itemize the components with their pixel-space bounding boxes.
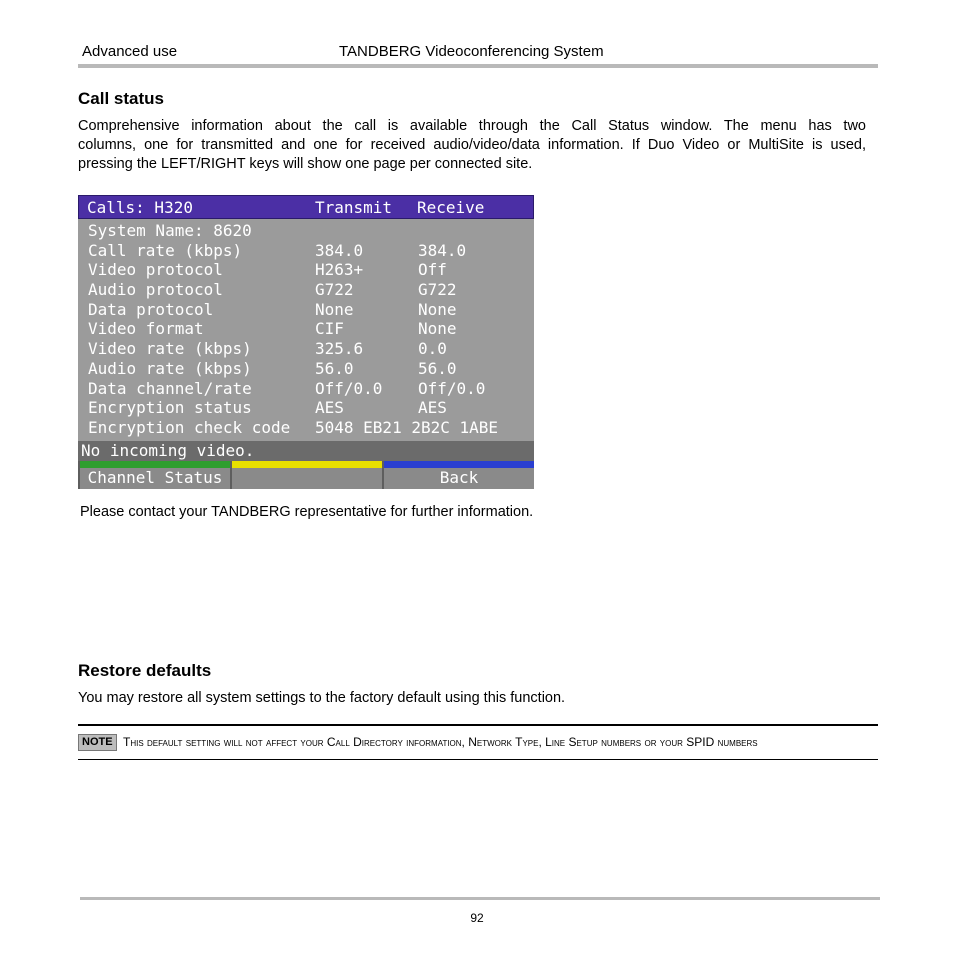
row-transmit-value: None [315,299,354,319]
screen-title-bar [78,195,534,219]
row-label: Data protocol [88,299,214,319]
header-title: TANDBERG Videoconferencing System [339,43,604,60]
row-label: System Name: 8620 [88,221,252,240]
call-status-row [78,379,534,399]
note-bottom-rule [78,759,878,760]
page-number: 92 [470,911,484,925]
column-transmit: Transmit [315,198,393,217]
softkey-green-stripe [80,461,230,468]
row-receive-value: G722 [418,280,457,300]
softkey-yellow[interactable] [232,461,382,489]
call-status-intro [78,117,866,174]
note-top-rule [78,724,878,726]
softkey-blue-stripe [384,461,534,468]
row-transmit-value: CIF [315,319,344,339]
row-receive-value: None [418,319,457,339]
call-status-row [78,398,534,418]
row-receive-value: None [418,299,457,319]
intro-line-1: Comprehensive information about the call is available through the Call Status window. The menu has two [78,118,866,134]
row-transmit-value: 325.6 [315,339,364,359]
row-receive-value: 0.0 [418,339,447,359]
screen-title: Calls: H320 [87,198,193,217]
call-status-row [78,300,534,320]
softkey-back[interactable] [384,461,534,489]
intro-line-3: pressing the LEFT/RIGHT keys will show one page per connected site. [78,156,533,172]
call-status-row [78,339,534,359]
note-text: This default setting will not affect your Call Directory information, Network Type, Line Setup numbers or your SPID numbers [123,735,758,749]
row-receive-value: Off/0.0 [418,378,486,398]
call-status-row [78,359,534,379]
restore-defaults-text: You may restore all system settings to the factory default using this function. [78,690,566,706]
row-transmit-value: 56.0 [315,358,354,378]
row-label: Audio rate (kbps) [88,358,252,378]
row-transmit-value: AES [315,398,344,418]
row-transmit-value: H263+ [315,260,364,280]
row-label: Video rate (kbps) [88,339,252,359]
status-message-bar [78,441,534,461]
call-status-row [78,319,534,339]
column-receive: Receive [417,198,485,217]
call-status-row [78,241,534,261]
row-receive-value: 56.0 [418,358,457,378]
row-label: Encryption check code [88,417,291,437]
footer-rule [80,897,880,900]
call-status-row [78,221,534,241]
call-status-row [78,260,534,280]
softkey-back-label: Back [439,468,479,487]
status-message: No incoming video. [81,441,255,460]
row-label: Video protocol [88,260,223,280]
softkey-channel-status[interactable] [80,461,230,489]
call-status-heading: Call status [78,89,164,108]
row-transmit-value: 5048 EB21 2B2C 1ABE [315,417,499,437]
row-label: Call rate (kbps) [88,240,243,260]
note-tag: NOTE [78,734,117,751]
row-label: Data channel/rate [88,378,252,398]
row-label: Audio protocol [88,280,223,300]
restore-defaults-heading: Restore defaults [78,661,212,680]
call-status-screenshot [78,195,534,489]
row-label: Encryption status [88,398,252,418]
row-receive-value: AES [418,398,447,418]
row-receive-value: 384.0 [418,240,467,260]
softkey-bar [78,461,534,489]
call-status-row [78,280,534,300]
row-receive-value: Off [418,260,447,280]
header-section: Advanced use [82,43,178,60]
call-status-rows [78,221,534,438]
row-transmit-value: 384.0 [315,240,364,260]
contact-note: Please contact your TANDBERG representative for further information. [80,504,534,520]
intro-line-2: columns, one for transmitted and one for received audio/video/data information. If Duo Video or MultiSite is used, [78,137,866,153]
row-transmit-value: Off/0.0 [315,378,383,398]
row-transmit-value: G722 [315,280,354,300]
softkey-channel-status-label: Channel Status [87,468,223,487]
softkey-yellow-stripe [232,461,382,468]
header-rule [78,64,878,68]
call-status-row [78,418,534,438]
row-label: Video format [88,319,204,339]
